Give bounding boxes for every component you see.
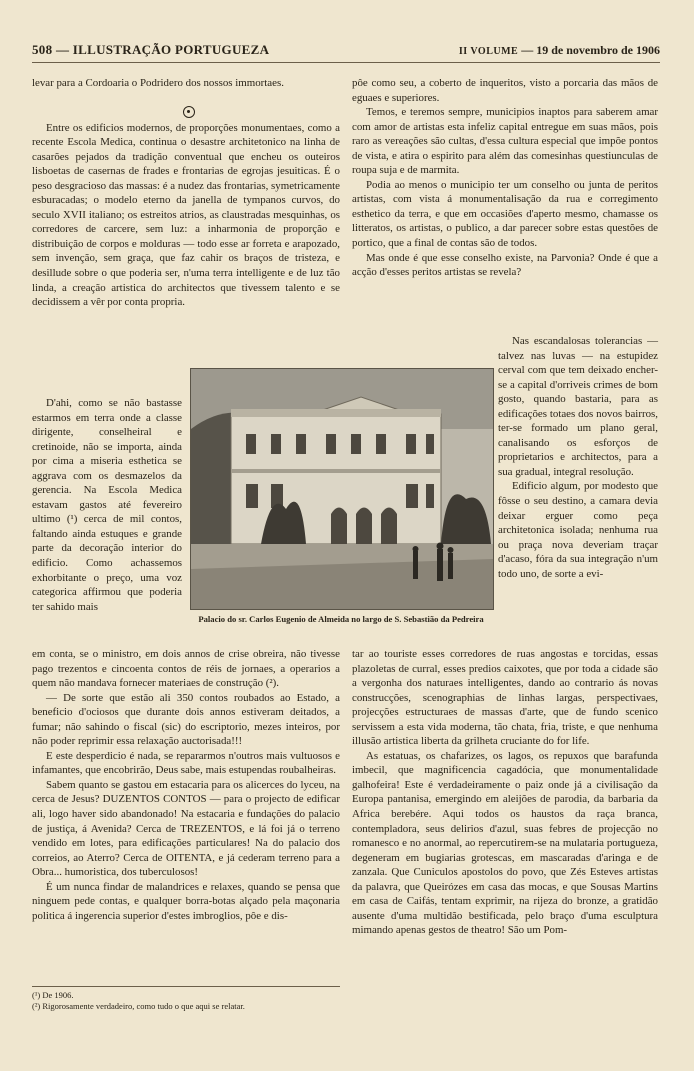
column-right-bottom: [352, 647, 658, 938]
volume-label: II VOLUME: [458, 46, 519, 57]
footnote: (²) Rigorosamente verdadeiro, como tudo o que aqui se relatar.: [32, 1001, 245, 1011]
column-left-bottom: [32, 647, 340, 923]
paragraph: tar ao touriste esses corredores de ruas angostas e torcidas, essas plazoletas de curral, esses predios caixotes, que por toda a cidade são a vergonha dos naturaes intelligentes, dando ao contrario ás novas construcções, scenographias de linhas largas, perspectivaes, projecções estructuraes de massas d'arte, que de fundo scenico servissem a esta vida moderna, tão chata, fria, triste, e que nenhuma illusão artistica liberta da grilheta cruciante do for life.: [352, 648, 658, 748]
section-ornament-icon: [183, 106, 195, 118]
paragraph: Podia ao menos o municipio ter um conselho ou junta de peritos artistas, com vista á monumentalisação da rua e corregimento esthetico da terra, e que em occasiões d'aperto mesmo, chamasse os litteratos, os artistas, o publico, a dar parecer sobre estas questões de portico, que a final de contas são de todos.: [352, 178, 658, 250]
paragraph: D'ahi, como se não bastasse estarmos em terra onde a classe dirigente, conselheiral e cretinoide, não se importa, ainda por cima a miseria esthetica se aggrava com os desmazelos da gerencia. Na Escola Medica estavam gastos até fevereiro ultimo (¹) cerca de mil contos, faltando ainda estuques e grande parte da decoração interior do edificio. Como achassemos exhorbitante o preço, uma voz categorica affirmou que poderia ter sahido mais: [32, 397, 182, 613]
column-right-top: [352, 76, 658, 280]
footnotes: [32, 986, 340, 1012]
paragraph: pôe como seu, a coberto de inqueritos, visto a porcaria das mãos de eguaes e superiores.: [352, 77, 658, 104]
page-number-and-title: 508 — ILLUSTRAÇÃO PORTUGUEZA: [32, 42, 270, 57]
paragraph: Temos, e teremos sempre, municipios inaptos para saberem amar com amor de artistas esta infeliz capital entregue em suas mãos, pois raro as vereações são cultas, d'essa cultura especial que impõe pontos de vista, e atira o espirito para além das comesinhas questiunculas de roupa suja e de marmita.: [352, 106, 658, 177]
footnote: (¹) De 1906.: [32, 990, 74, 1000]
column-left-wrap: [32, 396, 182, 614]
paragraph: As estatuas, os chafarizes, os lagos, os repuxos que barafunda imbecil, que magnificencia cagadócia, que monumentalidade galhofeira! Este é verdadeiramente o paiz onde já a civilisação da Europa pantanisa, emergindo em aleijões de parodia, da barbaria da Africa berebére. Aqui todos os haustos da raça branca, contempladora, seus delirios d'azul, suas febres de projecção no romanesco e no anormal, ao repercutirem-se na mulataria portugueza, degeneram em bugiarias grotescas, em mascaradas d'aringa e de zanzala. Que Cuniculos apostolos do povo, que Zés Esteves artistas da palavra, que Queirózes em casa das mocas, e que Sousas Martins em casa de Caifás, tentam exprimir, na rijeza do bronze, a gratidão ausente d'uma multidão bestificada, pelo braço d'uma esculptura mimando apenas gestos de theatro! São um Pom-: [352, 749, 658, 937]
paragraph: Sabem quanto se gastou em estacaria para os alicerces do lyceu, na cerca de Jesus? DUZENTOS CONTOS — para o projecto de edificar ali, logo haver sido abandonado! Na estacaria e fundações do palacio de justiça, á Avenida? Cerca de TREZENTOS, e lá foi já o terreno vendido em lotes, para edificações particulares! Na do palacio dos correios, ao Aterro? Cerca de OITENTA, e já cederam terreno para a Obra... humoristica, dos tuberculosos!: [32, 778, 340, 879]
paragraph: É um nunca findar de malandrices e relaxes, quando se pensa que ninguem pede contas, e qualquer borra-botas alçado pela maçonaria politica á ingerencia superior d'estes imbroglios, pôe e dis-: [32, 880, 340, 922]
column-right-wrap: [498, 334, 658, 581]
palace-illustration: [191, 369, 493, 609]
paragraph: levar para a Cordoaria o Podridero dos nossos immortaes.: [32, 77, 284, 89]
issue-date: — 19 de novembro de 1906: [518, 43, 660, 57]
paragraph: Entre os edificios modernos, de proporções monumentaes, como a recente Escola Medica, continua o desastre architetonico na linha de casarões pejados da tradição conventual que encheu os outeiros lisboetas de casernas de frades e frontarias de egrojas jesuiticas. É o peso desgracioso das massas: é a nudez das frontarias, symetricamente esburacadas; o modelo eterno da janella de tympanos curvos, do seculo XVII italiano; os estreitos atrios, as claustradas mesquinhas, os corredores de carcere, sem luz: a inharmonia de proporção e distribuição de corpos e molduras — todo esse ar forreta e arapozado, sem invenção, sem graça, que faz cahir os braços de tristeza, e desillude sobre o que poderia ser, n'uma terra intelligente e de luz tão linda, a creação artistica do architectos que tivessem talento e se decidissem a vêr por conta propria.: [32, 121, 340, 309]
paragraph: Mas onde é que esse conselho existe, na Parvonia? Onde é que a acção d'esses peritos artistas se revela?: [352, 251, 658, 279]
building-photograph: [190, 368, 494, 610]
paragraph: — De sorte que estão ali 350 contos roubados ao Estado, a beneficio d'ociosos que durante dois annos estiveram deitados, a fumar; não sahindo o fiscal (sic) do escriptorio, mezes inteiros, por não poder reprimir essa relaxação auctorisada!!!: [32, 691, 340, 748]
paragraph: em conta, se o ministro, em dois annos de crise obreira, não tivesse pago trezentos e cincoenta contos de réis de jornaes, a operarios a quem não mandava fornecer materiaes de construção (²).: [32, 648, 340, 690]
running-header: [32, 40, 660, 63]
paragraph: Nas escandalosas tolerancias — talvez nas luvas — na estupidez cerval com que tem deixado encher-se a capital d'orriveis crimes de bom gosto, quando bastaria, para as edificações totaes dos novos bairros, ter-se formado um plano geral, canalisando os esforços de proprietarios e architectos, para a sua gradual, integral resolução.: [498, 335, 658, 478]
paragraph: E este desperdicio é nada, se repararmos n'outros mais vultuosos e infamantes, que encobrirão, Deus sabe, mais estupendas roubalheiras.: [32, 749, 340, 777]
photo-caption: Palacio do sr. Carlos Eugenio de Almeida no largo de S. Sebastião da Pedreira: [198, 614, 484, 624]
paragraph: Edificio algum, por modesto que fôsse o seu destino, a camara devia deixar erguer como peça architetonica isolada; nenhuma rua ou praça nova deveriam traçar d'acaso, fóra da sua integração n'um todo uno, de sorte a evi-: [498, 480, 658, 580]
issue-info: [459, 43, 660, 58]
